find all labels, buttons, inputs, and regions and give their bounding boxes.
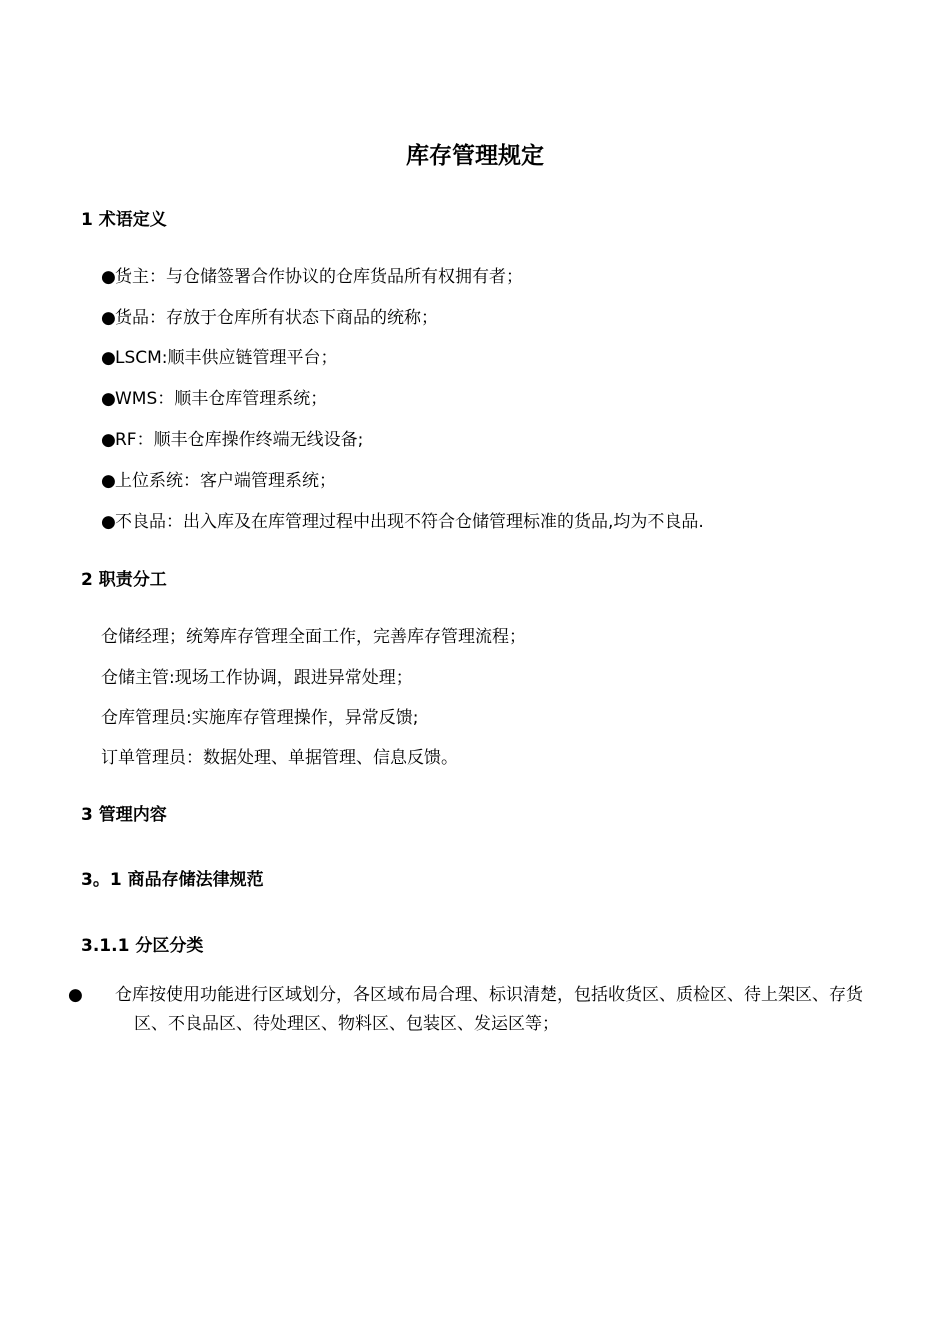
section-heading-responsibilities: 2 职责分工 (81, 570, 167, 590)
page-title: 库存管理规定 (406, 143, 544, 169)
list-item-text: WMS：顺丰仓库管理系统； (115, 389, 328, 409)
subsection-heading: 3。1 商品存储法律规范 (81, 870, 264, 890)
list-item-text: 货品：存放于仓库所有状态下商品的统称； (115, 308, 438, 328)
list-item (101, 428, 363, 452)
section-heading-terms: 1 术语定义 (81, 210, 167, 230)
bullet-icon: ● (101, 430, 116, 450)
list-item (68, 981, 871, 1039)
paragraph: 仓库管理员:实施库存管理操作，异常反馈; (101, 708, 419, 728)
paragraph: 仓储主管:现场工作协调，跟进异常处理； (101, 668, 413, 688)
list-item-text: 上位系统：客户端管理系统； (115, 471, 336, 491)
paragraph: 仓储经理；统筹库存管理全面工作，完善库存管理流程； (101, 627, 526, 647)
bullet-icon: ● (101, 389, 116, 409)
list-item-text: 不良品：出入库及在库管理过程中出现不符合仓储管理标准的货品,均为不良品. (115, 512, 704, 532)
section-heading-management: 3 管理内容 (81, 805, 167, 825)
list-item-text: RF：顺丰仓库操作终端无线设备; (115, 430, 364, 450)
subsubsection-heading: 3.1.1 分区分类 (81, 936, 204, 956)
list-item (101, 306, 438, 330)
list-item-wrap (68, 981, 871, 1039)
list-item (101, 265, 523, 289)
bullet-icon: ● (101, 471, 116, 491)
list-item-text: 仓库按使用功能进行区域划分，各区域布局合理、标识清楚，包括收货区、质检区、待上架区、存货区、不良品区、待处理区、物料区、包装区、发运区等； (115, 985, 863, 1034)
list-item (101, 387, 327, 411)
list-item-text: 货主：与仓储签署合作协议的仓库货品所有权拥有者； (115, 267, 523, 287)
list-item-text: LSCM:顺丰供应链管理平台； (115, 348, 338, 368)
bullet-icon: ● (101, 348, 116, 368)
bullet-icon: ● (68, 985, 83, 1005)
list-item (101, 346, 338, 370)
bullet-icon: ● (101, 308, 116, 328)
list-item (101, 510, 704, 534)
list-item (101, 469, 336, 493)
paragraph: 订单管理员：数据处理、单据管理、信息反馈。 (101, 748, 458, 768)
bullet-icon: ● (101, 267, 116, 287)
bullet-icon: ● (101, 512, 116, 532)
